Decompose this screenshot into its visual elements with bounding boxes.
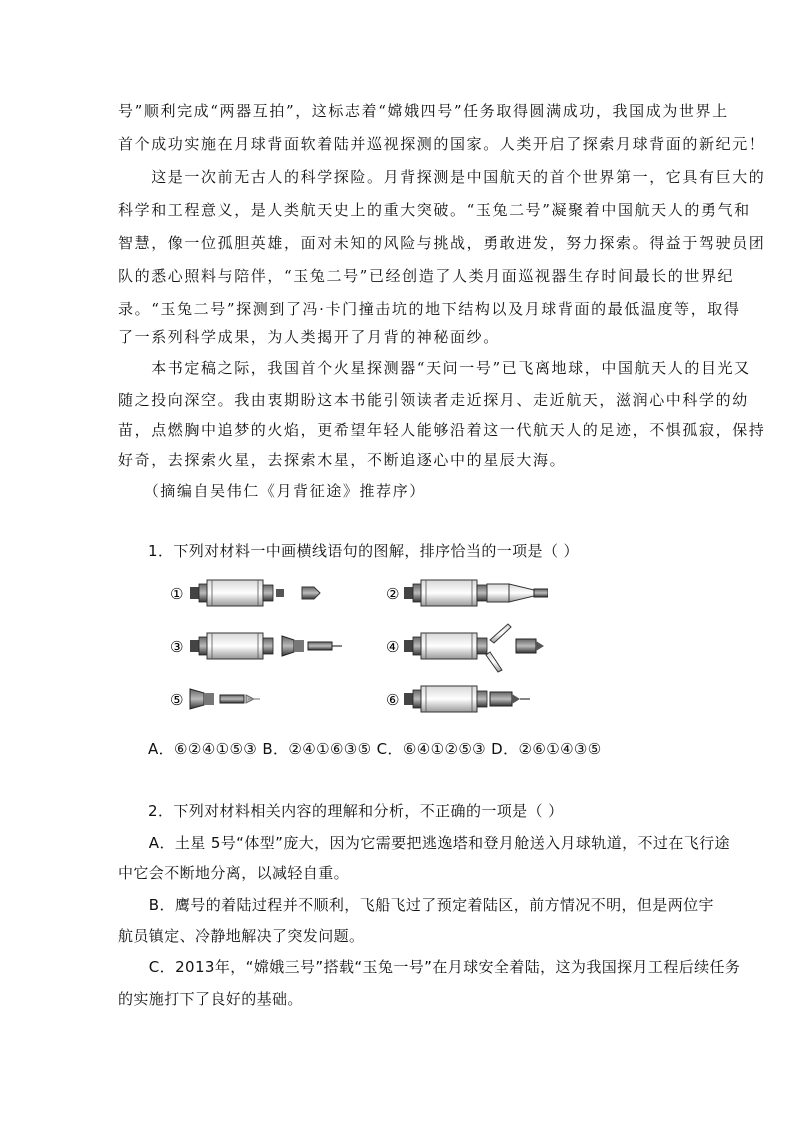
- rocket-1: [190, 580, 320, 606]
- figure-label-4: ④: [386, 638, 400, 656]
- figure-label-5: ⑤: [170, 691, 184, 709]
- source-citation: （摘编自吴伟仁《月背征途》推荐序）: [118, 482, 426, 500]
- passage-line: 科学和工程意义，是人类航天史上的重大突破。“玉兔二号”凝聚着中国航天人的勇气和: [118, 201, 751, 219]
- passage-line: 智慧，像一位孤胆英雄，面对未知的风险与挑战，勇敢进发，努力探索。得益于驾驶员团: [118, 234, 766, 252]
- passage-line: 本书定稿之际，我国首个火星探测器“天问一号”已飞离地球，中国航天人的目光又: [118, 359, 751, 377]
- passage-line: 随之投向深空。我由衷期盼这本书能引领读者走近探月、走近航天，滋润心中科学的幼: [118, 391, 749, 409]
- passage-line: 号”顺利完成“两器互拍”，这标志着“嫦娥四号”任务取得圆满成功，我国成为世界上: [118, 102, 729, 120]
- rocket-4: [404, 624, 544, 672]
- q2-option-b-line2: 航员镇定、冷静地解决了突发问题。: [118, 927, 365, 945]
- q2-stem: 2．下列对材料相关内容的理解和分析，不正确的一项是（ ）: [148, 802, 564, 820]
- rocket-5: [190, 689, 260, 709]
- passage-line: 这是一次前无古人的科学探险。月背探测是中国航天的首个世界第一，它具有巨大的: [118, 168, 766, 186]
- rocket-diagrams: [168, 575, 548, 720]
- passage-line: 队的悉心照料与陪伴，“玉兔二号”已经创造了人类月面巡视器生存时间最长的世界纪: [118, 267, 735, 285]
- figure-label-3: ③: [170, 638, 184, 656]
- passage-line: 录。“玉兔二号”探测到了冯·卡门撞击坑的地下结构以及月球背面的最低温度等，取得: [118, 300, 741, 318]
- rocket-6: [404, 686, 530, 712]
- figure-label-2: ②: [386, 585, 400, 603]
- q1-stem: 1．下列对材料一中画横线语句的图解，排序恰当的一项是（ ）: [148, 542, 579, 560]
- passage-line: 首个成功实施在月球背面软着陆并巡视探测的国家。人类开启了探索月球背面的新纪元！: [118, 135, 766, 153]
- q2-option-c-line1: C．2013年，“嫦娥三号”搭载“玉兔一号”在月球安全着陆，这为我国探月工程后续任务: [118, 958, 741, 976]
- passage-line: 了一系列科学成果，为人类揭开了月背的神秘面纱。: [118, 328, 500, 346]
- q2-option-c-line2: 的实施打下了良好的基础。: [118, 990, 303, 1008]
- q2-option-a-line2: 中它会不断地分离，以减轻自重。: [118, 864, 350, 882]
- q2-option-b-line1: B．鹰号的着陆过程并不顺利，飞船飞过了预定着陆区，前方情况不明，但是两位宇: [118, 896, 714, 914]
- rocket-3: [190, 633, 342, 659]
- rocket-2: [404, 580, 548, 606]
- q2-option-a-line1: A．土星 5号“体型”庞大，因为它需要把逃逸塔和登月舱送入月球轨道，不过在飞行途: [118, 834, 730, 852]
- passage-line: 苗，点燃胸中追梦的火焰，更希望年轻人能够沿着这一代航天人的足迹，不惧孤寂，保持: [118, 421, 766, 439]
- q1-options: A．⑥②④①⑤③ B．②④①⑥③⑤ C．⑥④①②⑤③ D．②⑥①④③⑤: [148, 740, 602, 758]
- figure-label-1: ①: [170, 585, 184, 603]
- q1-figure: [168, 575, 548, 720]
- passage-line: 好奇，去探索火星，去探索木星，不断追逐心中的星辰大海。: [118, 451, 567, 469]
- figure-label-6: ⑥: [386, 691, 400, 709]
